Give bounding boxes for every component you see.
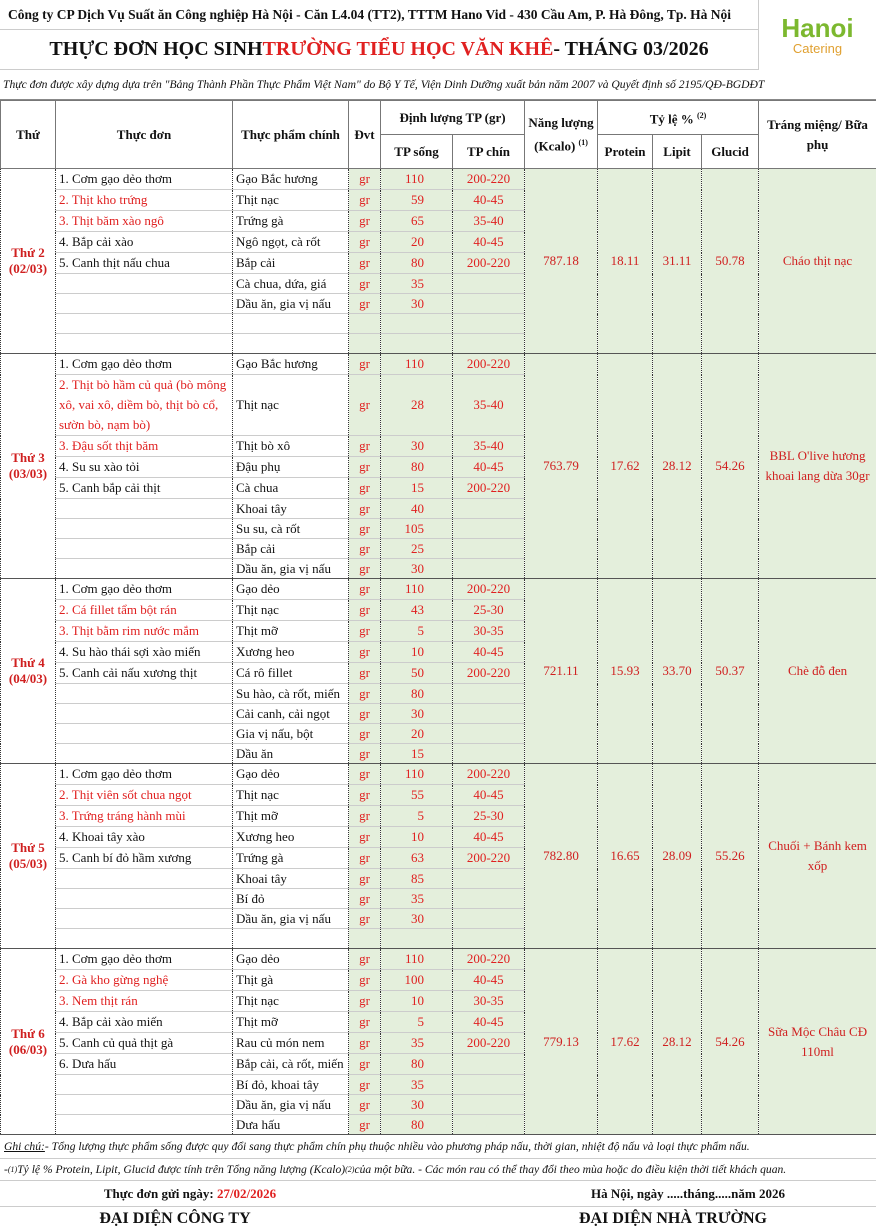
food-item: Thịt bò xô bbox=[233, 436, 349, 457]
food-item: Dầu ăn, gia vị nấu bbox=[233, 1095, 349, 1115]
cooked-amount bbox=[453, 1115, 525, 1135]
food-item: Cải canh, cải ngọt bbox=[233, 704, 349, 724]
unit: gr bbox=[349, 519, 381, 539]
col-unit: Đvt bbox=[349, 101, 381, 169]
col-raw: TP sống bbox=[381, 135, 453, 169]
dish-name bbox=[56, 1095, 233, 1115]
food-item: Thịt nạc bbox=[233, 190, 349, 211]
unit: gr bbox=[349, 539, 381, 559]
dish-name bbox=[56, 539, 233, 559]
unit: gr bbox=[349, 169, 381, 190]
unit bbox=[349, 314, 381, 334]
unit: gr bbox=[349, 991, 381, 1012]
unit: gr bbox=[349, 744, 381, 764]
sent-date: 27/02/2026 bbox=[217, 1186, 276, 1201]
cooked-amount: 200-220 bbox=[453, 253, 525, 274]
unit: gr bbox=[349, 1033, 381, 1054]
cooked-amount bbox=[453, 704, 525, 724]
col-protein: Protein bbox=[598, 135, 653, 169]
day-label: Thứ 6 (06/03) bbox=[1, 949, 56, 1135]
cooked-amount: 40-45 bbox=[453, 232, 525, 253]
unit: gr bbox=[349, 559, 381, 579]
food-item: Dầu ăn, gia vị nấu bbox=[233, 909, 349, 929]
col-energy: Năng lượng (Kcalo) $^{(1)}$ bbox=[525, 101, 598, 169]
cooked-amount: 200-220 bbox=[453, 1033, 525, 1054]
unit: gr bbox=[349, 785, 381, 806]
energy-value: 721.11 bbox=[525, 579, 598, 764]
unit: gr bbox=[349, 663, 381, 684]
food-item: Thịt nạc bbox=[233, 991, 349, 1012]
cooked-amount bbox=[453, 869, 525, 889]
dish-name: 4. Su su xào tỏi bbox=[56, 457, 233, 478]
dish-name bbox=[56, 334, 233, 354]
cooked-amount: 200-220 bbox=[453, 354, 525, 375]
footnote-2: - (1) Tỷ lệ % Protein, Lipit, Glucid được tính trên Tổng năng lượng (Kcalo) (2) của một bữa. - Các món rau có thể thay đổi theo mùa hoặc do điều kiện thời tiết khách quan. bbox=[0, 1159, 876, 1181]
food-item: Thịt nạc bbox=[233, 600, 349, 621]
raw-amount: 35 bbox=[381, 1033, 453, 1054]
cooked-amount: 35-40 bbox=[453, 211, 525, 232]
cooked-amount: 25-30 bbox=[453, 806, 525, 827]
food-item: Thịt nạc bbox=[233, 375, 349, 436]
dish-name: 2. Thịt bò hầm củ quả (bò mông xô, vai xô, diềm bò, thịt bò cổ, sườn bò, nạm bò) bbox=[56, 375, 233, 436]
food-item: Thịt mỡ bbox=[233, 1012, 349, 1033]
dessert: Chuối + Bánh kem xốp bbox=[759, 764, 876, 949]
unit: gr bbox=[349, 190, 381, 211]
dish-name: 1. Cơm gạo dẻo thơm bbox=[56, 949, 233, 970]
cooked-amount bbox=[453, 559, 525, 579]
dish-name bbox=[56, 929, 233, 949]
raw-amount: 30 bbox=[381, 559, 453, 579]
dish-name bbox=[56, 744, 233, 764]
unit: gr bbox=[349, 764, 381, 785]
unit: gr bbox=[349, 1012, 381, 1033]
raw-amount: 105 bbox=[381, 519, 453, 539]
dish-name: 4. Su hào thái sợi xào miến bbox=[56, 642, 233, 663]
food-item: Trứng gà bbox=[233, 848, 349, 869]
dish-name: 2. Thịt kho trứng bbox=[56, 190, 233, 211]
unit: gr bbox=[349, 436, 381, 457]
cooked-amount: 40-45 bbox=[453, 190, 525, 211]
dish-name bbox=[56, 869, 233, 889]
unit: gr bbox=[349, 827, 381, 848]
food-item: Dầu ăn, gia vị nấu bbox=[233, 294, 349, 314]
cooked-amount: 30-35 bbox=[453, 991, 525, 1012]
unit: gr bbox=[349, 704, 381, 724]
col-cooked: TP chín bbox=[453, 135, 525, 169]
col-amount: Định lượng TP (gr) bbox=[381, 101, 525, 135]
unit bbox=[349, 334, 381, 354]
raw-amount bbox=[381, 334, 453, 354]
raw-amount: 59 bbox=[381, 190, 453, 211]
dish-name: 4. Bắp cải xào miến bbox=[56, 1012, 233, 1033]
food-item: Dưa hấu bbox=[233, 1115, 349, 1135]
cooked-amount: 200-220 bbox=[453, 848, 525, 869]
food-item: Cà chua bbox=[233, 478, 349, 499]
raw-amount: 5 bbox=[381, 1012, 453, 1033]
unit: gr bbox=[349, 1054, 381, 1075]
dish-name: 3. Thịt bằm rim nước mắm bbox=[56, 621, 233, 642]
cooked-amount bbox=[453, 684, 525, 704]
raw-amount bbox=[381, 314, 453, 334]
food-item bbox=[233, 929, 349, 949]
food-item: Cá rô fillet bbox=[233, 663, 349, 684]
unit: gr bbox=[349, 457, 381, 478]
unit: gr bbox=[349, 1075, 381, 1095]
unit: gr bbox=[349, 889, 381, 909]
food-item: Đậu phụ bbox=[233, 457, 349, 478]
unit: gr bbox=[349, 806, 381, 827]
unit: gr bbox=[349, 499, 381, 519]
food-item: Gạo dẻo bbox=[233, 949, 349, 970]
dish-name: 5. Canh thịt nấu chua bbox=[56, 253, 233, 274]
cooked-amount: 200-220 bbox=[453, 478, 525, 499]
col-glucid: Glucid bbox=[702, 135, 759, 169]
dish-name: 1. Cơm gạo dẻo thơm bbox=[56, 579, 233, 600]
table-row bbox=[1, 169, 876, 190]
page-title: THỰC ĐƠN HỌC SINH TRƯỜNG TIỂU HỌC VĂN KHÊ - THÁNG 03/2026 bbox=[0, 30, 758, 70]
school-name: TRƯỜNG TIỂU HỌC VĂN KHÊ bbox=[263, 38, 554, 61]
unit: gr bbox=[349, 949, 381, 970]
cooked-amount: 25-30 bbox=[453, 600, 525, 621]
food-item bbox=[233, 314, 349, 334]
unit: gr bbox=[349, 354, 381, 375]
unit: gr bbox=[349, 579, 381, 600]
lipit-value: 33.70 bbox=[653, 579, 702, 764]
cooked-amount: 200-220 bbox=[453, 579, 525, 600]
dish-name: 1. Cơm gạo dẻo thơm bbox=[56, 169, 233, 190]
protein-value: 16.65 bbox=[598, 764, 653, 949]
cooked-amount bbox=[453, 724, 525, 744]
cooked-amount: 40-45 bbox=[453, 1012, 525, 1033]
date-row: Thực đơn gửi ngày: 27/02/2026 Hà Nội, ngày .....tháng.....năm 2026 bbox=[0, 1181, 876, 1207]
energy-value: 779.13 bbox=[525, 949, 598, 1135]
cooked-amount: 40-45 bbox=[453, 785, 525, 806]
dish-name bbox=[56, 519, 233, 539]
cooked-amount bbox=[453, 294, 525, 314]
unit: gr bbox=[349, 232, 381, 253]
raw-amount bbox=[381, 929, 453, 949]
cooked-amount bbox=[453, 274, 525, 294]
food-item: Bắp cải bbox=[233, 253, 349, 274]
unit: gr bbox=[349, 1115, 381, 1135]
raw-amount: 10 bbox=[381, 827, 453, 848]
protein-value: 17.62 bbox=[598, 354, 653, 579]
raw-amount: 5 bbox=[381, 806, 453, 827]
raw-amount: 30 bbox=[381, 704, 453, 724]
raw-amount: 15 bbox=[381, 744, 453, 764]
food-item: Trứng gà bbox=[233, 211, 349, 232]
cooked-amount bbox=[453, 744, 525, 764]
raw-amount: 5 bbox=[381, 621, 453, 642]
day-label: Thứ 2 (02/03) bbox=[1, 169, 56, 354]
col-lipit: Lipit bbox=[653, 135, 702, 169]
col-dessert: Tráng miệng/ Bữa phụ bbox=[759, 101, 876, 169]
hanoi-catering-logo: Hanoi Catering bbox=[758, 0, 876, 70]
unit: gr bbox=[349, 211, 381, 232]
food-item: Dầu ăn, gia vị nấu bbox=[233, 559, 349, 579]
cooked-amount bbox=[453, 499, 525, 519]
cooked-amount bbox=[453, 539, 525, 559]
energy-value: 787.18 bbox=[525, 169, 598, 354]
cooked-amount: 40-45 bbox=[453, 827, 525, 848]
dish-name bbox=[56, 1075, 233, 1095]
food-item: Thịt gà bbox=[233, 970, 349, 991]
dish-name: 5. Canh bí đỏ hầm xương bbox=[56, 848, 233, 869]
glucid-value: 55.26 bbox=[702, 764, 759, 949]
raw-amount: 20 bbox=[381, 232, 453, 253]
food-item: Gia vị nấu, bột bbox=[233, 724, 349, 744]
dish-name bbox=[56, 274, 233, 294]
dish-name: 3. Đậu sốt thịt băm bbox=[56, 436, 233, 457]
unit: gr bbox=[349, 642, 381, 663]
raw-amount: 20 bbox=[381, 724, 453, 744]
dish-name bbox=[56, 704, 233, 724]
raw-amount: 110 bbox=[381, 169, 453, 190]
dish-name bbox=[56, 909, 233, 929]
unit: gr bbox=[349, 375, 381, 436]
cooked-amount bbox=[453, 1095, 525, 1115]
food-item: Khoai tây bbox=[233, 869, 349, 889]
food-item: Bắp cải bbox=[233, 539, 349, 559]
raw-amount: 10 bbox=[381, 642, 453, 663]
cooked-amount: 40-45 bbox=[453, 457, 525, 478]
cooked-amount: 200-220 bbox=[453, 949, 525, 970]
unit: gr bbox=[349, 970, 381, 991]
food-item: Gạo Bắc hương bbox=[233, 169, 349, 190]
raw-amount: 63 bbox=[381, 848, 453, 869]
dish-name: 3. Trứng tráng hành mùi bbox=[56, 806, 233, 827]
cooked-amount bbox=[453, 1075, 525, 1095]
lipit-value: 28.12 bbox=[653, 949, 702, 1135]
cooked-amount bbox=[453, 314, 525, 334]
unit: gr bbox=[349, 1095, 381, 1115]
food-item: Rau củ món nem bbox=[233, 1033, 349, 1054]
raw-amount: 30 bbox=[381, 1095, 453, 1115]
unit: gr bbox=[349, 621, 381, 642]
signature-row: ĐẠI DIỆN CÔNG TY ĐẠI DIỆN NHÀ TRƯỜNG bbox=[0, 1207, 876, 1231]
raw-amount: 35 bbox=[381, 889, 453, 909]
dish-name: 5. Canh củ quả thịt gà bbox=[56, 1033, 233, 1054]
dish-name bbox=[56, 684, 233, 704]
dish-name bbox=[56, 889, 233, 909]
raw-amount: 55 bbox=[381, 785, 453, 806]
raw-amount: 28 bbox=[381, 375, 453, 436]
dish-name: 2. Cá fillet tẩm bột rán bbox=[56, 600, 233, 621]
raw-amount: 35 bbox=[381, 1075, 453, 1095]
glucid-value: 50.37 bbox=[702, 579, 759, 764]
dish-name: 1. Cơm gạo dẻo thơm bbox=[56, 354, 233, 375]
food-item: Su hào, cà rốt, miến bbox=[233, 684, 349, 704]
unit: gr bbox=[349, 724, 381, 744]
raw-amount: 110 bbox=[381, 354, 453, 375]
unit: gr bbox=[349, 869, 381, 889]
raw-amount: 110 bbox=[381, 764, 453, 785]
cooked-amount: 200-220 bbox=[453, 169, 525, 190]
col-day: Thứ bbox=[1, 101, 56, 169]
day-label: Thứ 5 (05/03) bbox=[1, 764, 56, 949]
cooked-amount: 30-35 bbox=[453, 621, 525, 642]
dish-name: 2. Gà kho gừng nghệ bbox=[56, 970, 233, 991]
food-item: Thịt nạc bbox=[233, 785, 349, 806]
raw-amount: 110 bbox=[381, 579, 453, 600]
food-item: Gạo dẻo bbox=[233, 579, 349, 600]
cooked-amount bbox=[453, 889, 525, 909]
dish-name bbox=[56, 314, 233, 334]
dish-name: 2. Thịt viên sốt chua ngọt bbox=[56, 785, 233, 806]
day-label: Thứ 4 (04/03) bbox=[1, 579, 56, 764]
dessert: Chè đỗ đen bbox=[759, 579, 876, 764]
food-item bbox=[233, 334, 349, 354]
food-item: Khoai tây bbox=[233, 499, 349, 519]
cooked-amount bbox=[453, 334, 525, 354]
lipit-value: 28.09 bbox=[653, 764, 702, 949]
protein-value: 18.11 bbox=[598, 169, 653, 354]
dish-name bbox=[56, 294, 233, 314]
dish-name bbox=[56, 1115, 233, 1135]
raw-amount: 35 bbox=[381, 274, 453, 294]
lipit-value: 28.12 bbox=[653, 354, 702, 579]
company-line: Công ty CP Dịch Vụ Suất ăn Công nghiệp Hà Nội - Căn L4.04 (TT2), TTTM Hano Vid - 430 Cầu Am, P. Hà Đông, Tp. Hà Nội bbox=[0, 0, 758, 30]
dessert: Cháo thịt nạc bbox=[759, 169, 876, 354]
unit: gr bbox=[349, 909, 381, 929]
raw-amount: 110 bbox=[381, 949, 453, 970]
raw-amount: 80 bbox=[381, 1115, 453, 1135]
food-item: Thịt mỡ bbox=[233, 621, 349, 642]
unit: gr bbox=[349, 294, 381, 314]
food-item: Xương heo bbox=[233, 642, 349, 663]
dish-name: 1. Cơm gạo dẻo thơm bbox=[56, 764, 233, 785]
dessert: BBL O'live hương khoai lang dừa 30gr bbox=[759, 354, 876, 579]
raw-amount: 43 bbox=[381, 600, 453, 621]
raw-amount: 50 bbox=[381, 663, 453, 684]
raw-amount: 30 bbox=[381, 436, 453, 457]
food-item: Bí đỏ bbox=[233, 889, 349, 909]
cooked-amount: 200-220 bbox=[453, 663, 525, 684]
food-item: Thịt mỡ bbox=[233, 806, 349, 827]
raw-amount: 80 bbox=[381, 457, 453, 478]
glucid-value: 54.26 bbox=[702, 354, 759, 579]
food-item: Gạo dẻo bbox=[233, 764, 349, 785]
dessert: Sữa Mộc Châu CĐ 110ml bbox=[759, 949, 876, 1135]
col-food: Thực phẩm chính bbox=[233, 101, 349, 169]
menu-table bbox=[0, 100, 876, 1135]
food-item: Cà chua, dứa, giá bbox=[233, 274, 349, 294]
cooked-amount: 35-40 bbox=[453, 436, 525, 457]
energy-value: 763.79 bbox=[525, 354, 598, 579]
dish-name: 4. Bắp cải xào bbox=[56, 232, 233, 253]
col-menu: Thực đơn bbox=[56, 101, 233, 169]
raw-amount: 65 bbox=[381, 211, 453, 232]
food-item: Dầu ăn bbox=[233, 744, 349, 764]
unit: gr bbox=[349, 684, 381, 704]
table-row bbox=[1, 579, 876, 600]
energy-value: 782.80 bbox=[525, 764, 598, 949]
food-item: Gạo Bắc hương bbox=[233, 354, 349, 375]
source-note: Thực đơn được xây dựng dựa trên "Bảng Thành Phần Thực Phẩm Việt Nam" do Bộ Y Tế, Viện Dinh Dưỡng xuất bản năm 2007 và Quyết định số 2195/QĐ-BGDĐT bbox=[0, 70, 876, 100]
cooked-amount: 40-45 bbox=[453, 970, 525, 991]
raw-amount: 80 bbox=[381, 253, 453, 274]
table-row bbox=[1, 949, 876, 970]
unit: gr bbox=[349, 848, 381, 869]
dish-name bbox=[56, 724, 233, 744]
footnote-1: Ghi chú: - Tổng lượng thực phẩm sống được quy đổi sang thực phẩm chín phụ thuộc nhiều vào phương pháp nấu, thời gian, nhiệt độ nấu và loại thực phẩm nấu. bbox=[0, 1135, 876, 1159]
food-item: Bắp cải, cà rốt, miến bbox=[233, 1054, 349, 1075]
raw-amount: 40 bbox=[381, 499, 453, 519]
unit: gr bbox=[349, 600, 381, 621]
raw-amount: 30 bbox=[381, 294, 453, 314]
raw-amount: 25 bbox=[381, 539, 453, 559]
table-row bbox=[1, 764, 876, 785]
dish-name: 3. Thịt băm xào ngô bbox=[56, 211, 233, 232]
unit: gr bbox=[349, 253, 381, 274]
lipit-value: 31.11 bbox=[653, 169, 702, 354]
unit: gr bbox=[349, 274, 381, 294]
raw-amount: 80 bbox=[381, 1054, 453, 1075]
cooked-amount: 200-220 bbox=[453, 764, 525, 785]
food-item: Su su, cà rốt bbox=[233, 519, 349, 539]
cooked-amount: 35-40 bbox=[453, 375, 525, 436]
glucid-value: 54.26 bbox=[702, 949, 759, 1135]
col-ratio: Tỷ lệ % $^{(2)}$ bbox=[598, 101, 759, 135]
cooked-amount bbox=[453, 909, 525, 929]
cooked-amount: 40-45 bbox=[453, 642, 525, 663]
glucid-value: 50.78 bbox=[702, 169, 759, 354]
protein-value: 15.93 bbox=[598, 579, 653, 764]
food-item: Ngô ngọt, cà rốt bbox=[233, 232, 349, 253]
dish-name bbox=[56, 559, 233, 579]
unit bbox=[349, 929, 381, 949]
food-item: Xương heo bbox=[233, 827, 349, 848]
dish-name: 3. Nem thịt rán bbox=[56, 991, 233, 1012]
cooked-amount bbox=[453, 519, 525, 539]
raw-amount: 30 bbox=[381, 909, 453, 929]
raw-amount: 85 bbox=[381, 869, 453, 889]
cooked-amount bbox=[453, 1054, 525, 1075]
protein-value: 17.62 bbox=[598, 949, 653, 1135]
dish-name: 5. Canh bắp cải thịt bbox=[56, 478, 233, 499]
raw-amount: 80 bbox=[381, 684, 453, 704]
raw-amount: 15 bbox=[381, 478, 453, 499]
dish-name bbox=[56, 499, 233, 519]
dish-name: 6. Dưa hấu bbox=[56, 1054, 233, 1075]
raw-amount: 100 bbox=[381, 970, 453, 991]
day-label: Thứ 3 (03/03) bbox=[1, 354, 56, 579]
raw-amount: 10 bbox=[381, 991, 453, 1012]
food-item: Bí đỏ, khoai tây bbox=[233, 1075, 349, 1095]
dish-name: 4. Khoai tây xào bbox=[56, 827, 233, 848]
table-row bbox=[1, 354, 876, 375]
unit: gr bbox=[349, 478, 381, 499]
dish-name: 5. Canh cải nấu xương thịt bbox=[56, 663, 233, 684]
cooked-amount bbox=[453, 929, 525, 949]
